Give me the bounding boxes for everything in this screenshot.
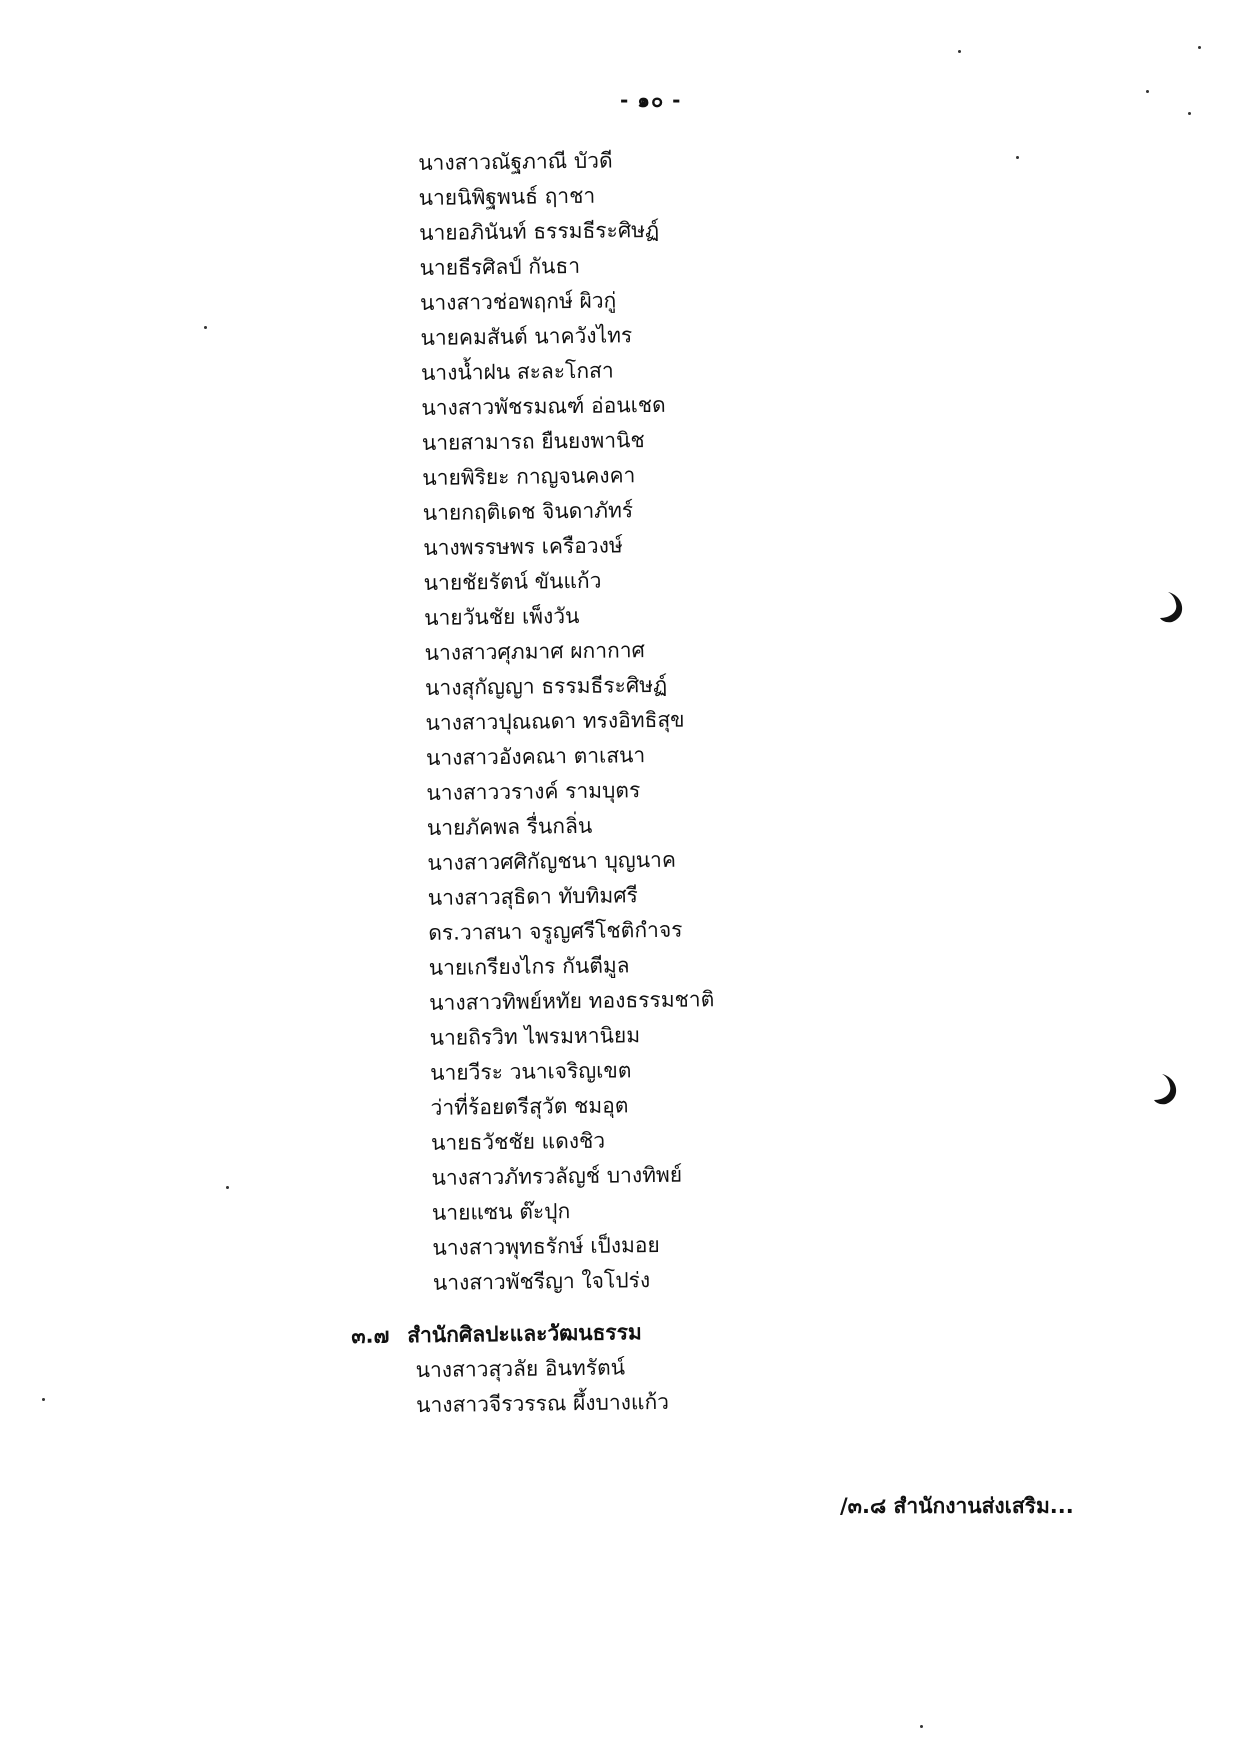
scan-speck	[1016, 156, 1019, 159]
list-item: นายธีรศิลป์ กันธา	[419, 253, 581, 280]
list-item: นางสาวจีรวรรณ ผึ้งบางแก้ว	[415, 1389, 670, 1418]
list-item: ดร.วาสนา จรูญศรีโชติกำจร	[428, 917, 683, 945]
list-item: นางพรรษพร เครือวงษ์	[423, 533, 623, 560]
list-item: นายชัยรัตน์ ขันแก้ว	[423, 568, 602, 595]
list-item: นายอภินันท์ ธรรมธีระศิษฏ์	[418, 217, 660, 245]
list-item: นายพิริยะ กาญจนคงคา	[422, 463, 636, 490]
list-item: นางสาวพุทธรักษ์ เป็งมอย	[432, 1232, 660, 1260]
list-item: นายธวัชชัย แดงชิว	[430, 1128, 606, 1155]
scan-speck	[920, 1725, 923, 1728]
list-item: นางสาวสุวลัย อินทรัตน์	[415, 1355, 626, 1383]
list-item: นางสาวศศิกัญชนา บุญนาค	[427, 847, 677, 875]
list-item: นางสุกัญญา ธรรมธีระศิษฏ์	[424, 672, 668, 700]
list-item: นางสาวณัฐภาณี บัวดี	[418, 148, 613, 175]
list-item: นายภัคพล รื่นกลิ่น	[426, 813, 593, 840]
scan-speck	[226, 1186, 229, 1189]
scan-speck	[1146, 90, 1149, 93]
page-number: - ๑๐ -	[620, 88, 682, 112]
list-item: นางสาวทิพย์หทัย ทองธรรมชาติ	[429, 987, 715, 1015]
list-item: นายนิพิฐพนธ์ ฤาชา	[418, 183, 596, 210]
list-item: นางสาววรางค์ รามบุตร	[426, 778, 641, 805]
list-item: นายวันชัย เพ็งวัน	[424, 603, 580, 630]
section-heading	[351, 1314, 668, 1354]
list-item: นางสาวภัทรวลัญช์ บางทิพย์	[431, 1162, 683, 1190]
punch-hole-mark-icon	[1160, 590, 1188, 624]
section-name-list	[351, 1350, 669, 1424]
continuation-note: /๓.๘ สำนักงานส่งเสริม...	[840, 1494, 1074, 1518]
section-3-7	[351, 1314, 669, 1424]
list-item: นายสามารถ ยืนยงพานิช	[421, 428, 645, 455]
scan-speck	[204, 326, 207, 329]
list-item: นางสาวช่อพฤกษ์ ผิวกู่	[419, 288, 617, 315]
scan-speck	[1198, 46, 1201, 49]
punch-hole-mark-icon	[1154, 1072, 1182, 1106]
name-list	[418, 142, 718, 1301]
list-item: นางสาวอังคณา ตาเสนา	[425, 743, 646, 770]
list-item: นางสาวพัชรมณฑ์ อ่อนเชด	[421, 392, 666, 420]
list-item: นางสาวพัชรีญา ใจโปร่ง	[432, 1268, 651, 1295]
section-title: สำนักศิลปะและวัฒนธรรม	[407, 1320, 642, 1348]
list-item: นายคมสันต์ นาควังไทร	[420, 323, 633, 350]
list-item: นางสาวปุณณดา ทรงอิทธิสุข	[425, 707, 685, 735]
list-item: นายแซน ต๊ะปุก	[431, 1199, 571, 1225]
list-item: ว่าที่ร้อยตรีสุวัต ชมอุต	[430, 1093, 629, 1120]
scan-speck	[42, 1398, 45, 1401]
list-item: นางน้ำฝน สะละโกสา	[420, 358, 614, 385]
list-item: นายถิรวิท ไพรมหานิยม	[429, 1023, 641, 1050]
scan-speck	[958, 50, 961, 53]
list-item: นายวีระ วนาเจริญเขต	[429, 1058, 632, 1085]
list-item: นางสาวศุภมาศ ผกากาศ	[424, 638, 646, 665]
scan-speck	[1188, 112, 1191, 115]
list-item: นางสาวสุธิดา ทับทิมศรี	[427, 883, 638, 910]
list-item: นายเกรียงไกร กันตีมูล	[428, 953, 630, 980]
list-item: นายกฤติเดช จินดาภัทร์	[422, 498, 634, 525]
section-number: ๓.๗	[351, 1323, 390, 1348]
